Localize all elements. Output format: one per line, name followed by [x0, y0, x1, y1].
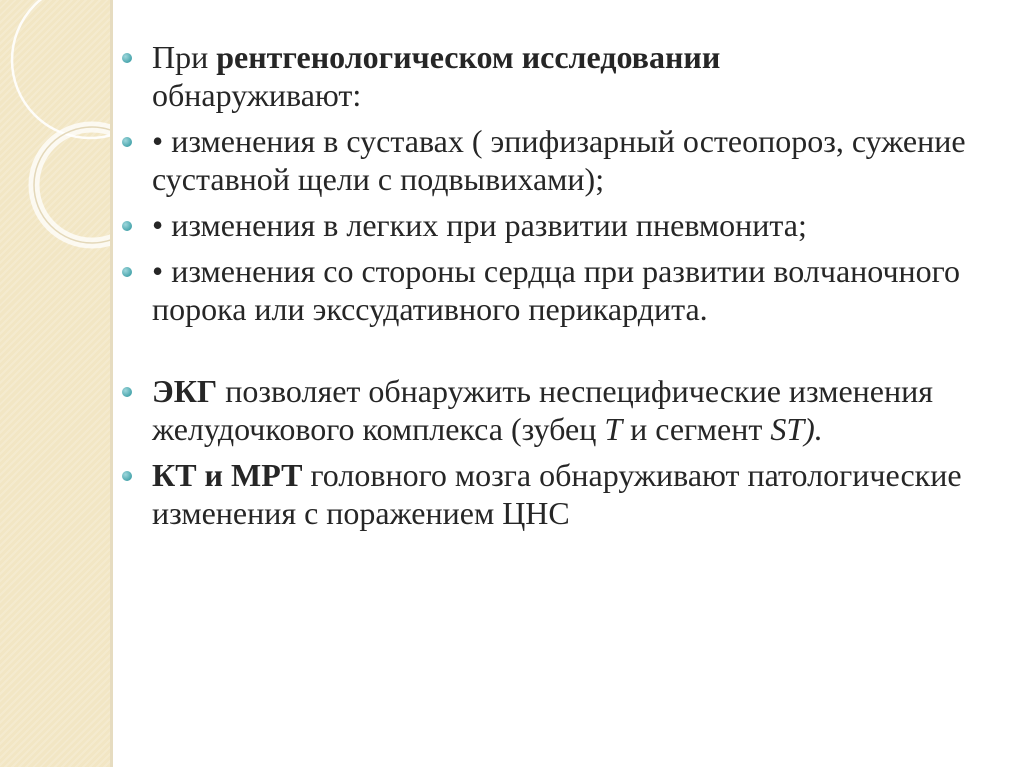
panel-divider — [110, 0, 113, 767]
text-bold: рентгенологическом исследовании — [216, 39, 721, 75]
decorative-circle-large — [12, 0, 110, 138]
bullet-icon — [122, 53, 132, 63]
slide-content — [118, 38, 998, 540]
decorative-ring — [34, 127, 110, 243]
list-item — [118, 206, 998, 244]
text-normal: При — [152, 39, 217, 75]
text-normal: • изменения в суставах ( эпифизарный остеопороз, сужение суставной щели с подвывихами); — [152, 123, 966, 197]
decorative-circles — [0, 0, 110, 320]
text-normal: обнаруживают: — [152, 77, 362, 113]
list-item — [118, 372, 998, 448]
text-normal: головного мозга обнаруживают патологические изменения с поражением ЦНС — [152, 457, 962, 531]
list-item — [118, 456, 998, 532]
text-italic: Т — [604, 411, 623, 447]
text-normal: и сегмент — [622, 411, 771, 447]
list-item — [118, 122, 998, 198]
list-item — [118, 252, 998, 328]
text-bold: КТ и МРТ — [152, 457, 303, 493]
bullet-icon — [122, 137, 132, 147]
text-bold: ЭКГ — [152, 373, 218, 409]
text-normal: • изменения в легких при развитии пневмонита; — [152, 207, 807, 243]
bullet-icon — [122, 471, 132, 481]
text-normal: позволяет обнаружить неспецифические изменения желудочкового комплекса (зубец — [152, 373, 933, 447]
bullet-icon — [122, 267, 132, 277]
text-normal: • изменения со стороны сердца при развитии волчаночного порока или экссудативного перикардита. — [152, 253, 960, 327]
list-item — [118, 38, 998, 114]
text-italic: ST). — [770, 411, 823, 447]
bullet-icon — [122, 387, 132, 397]
bullet-icon — [122, 221, 132, 231]
decorative-side-panel — [0, 0, 110, 767]
